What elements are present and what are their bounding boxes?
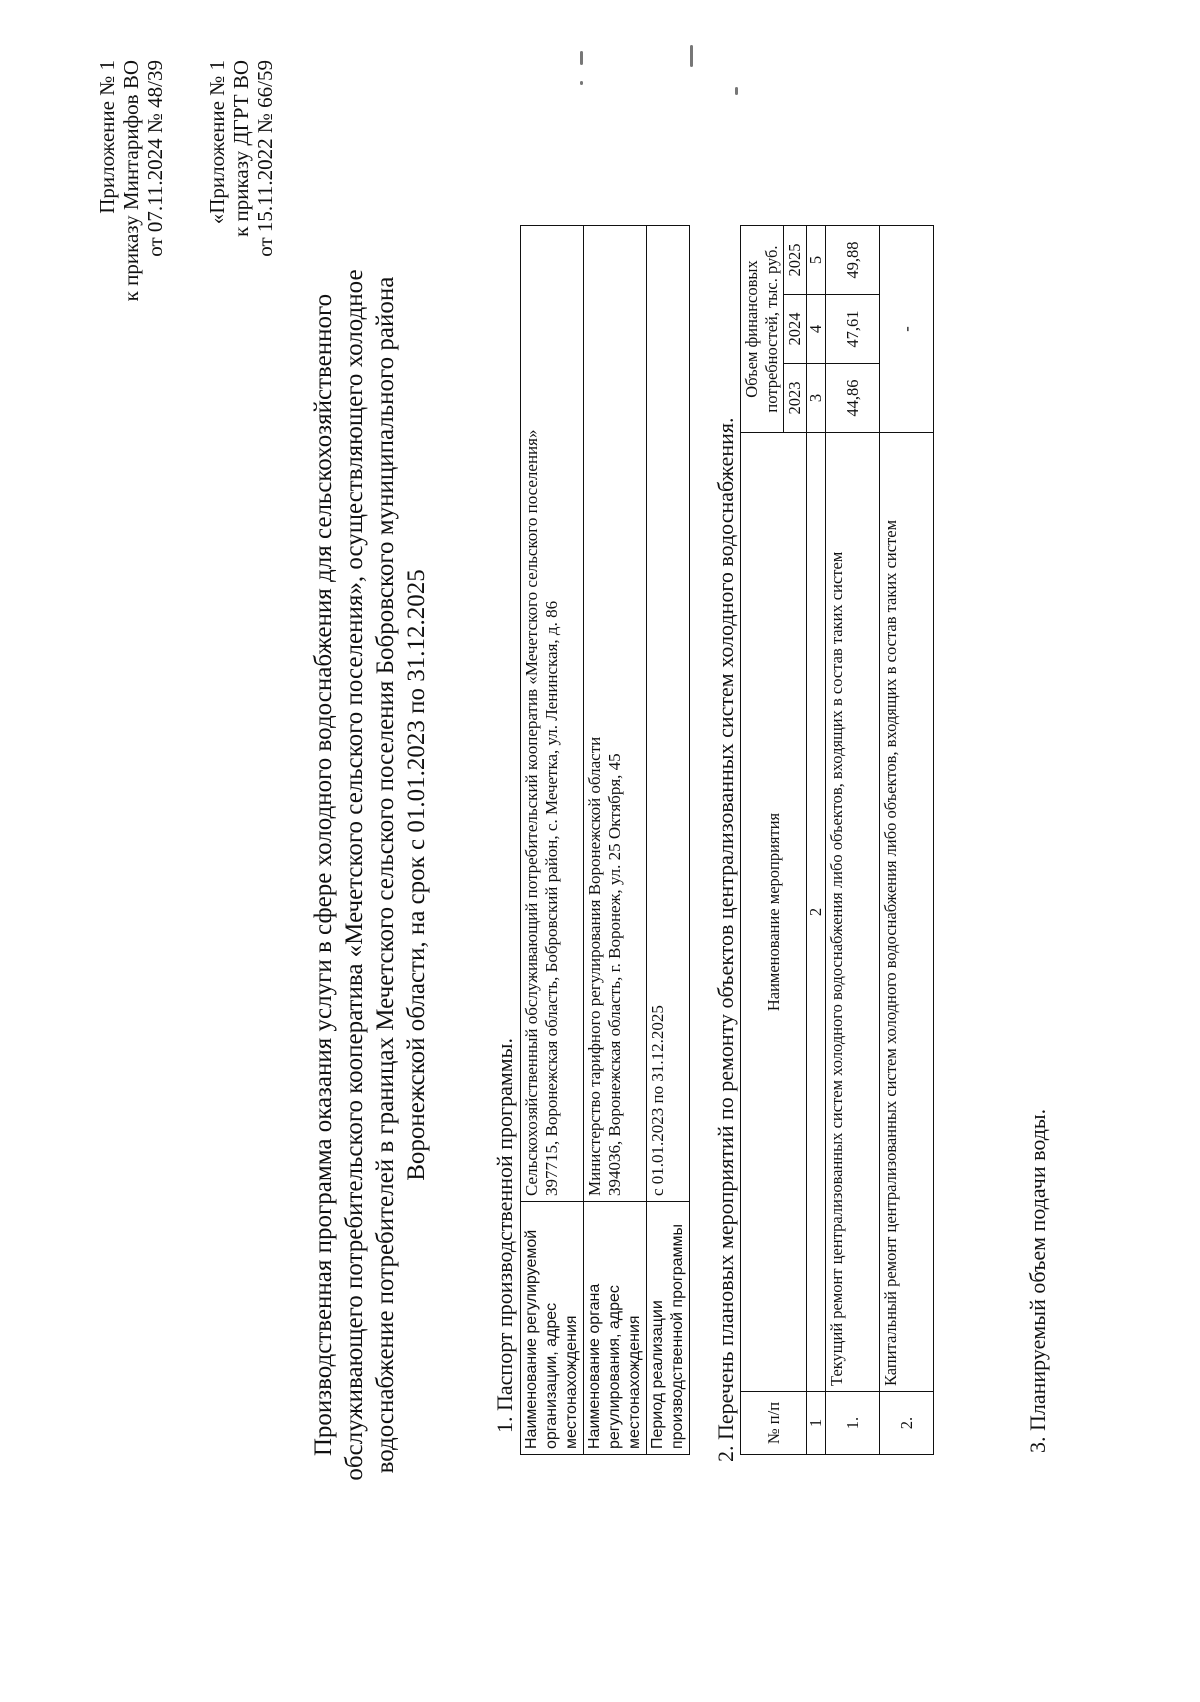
column-number: 5 [807,226,826,295]
column-number: 4 [807,295,826,364]
header-cell-number: № п/п [741,1392,807,1455]
table-cell-value [584,226,647,1202]
section-heading-water-volume: 3. Планируемый объем подачи воды. [1025,1108,1050,1453]
section-heading-passport: 1. Паспорт производственной программы. [492,1038,517,1433]
header-cell-year: 2023 [784,364,807,433]
row-number: 1. [826,1392,880,1455]
header-cell-year: 2024 [784,295,807,364]
table-header-row [741,226,784,1455]
appendix-line: от 15.11.2022 № 66/59 [253,60,277,257]
table-cell-value [647,226,690,1202]
row-value: 49,88 [826,226,880,295]
table-row [521,226,584,1455]
scan-speck [580,81,583,85]
value-line: с 01.01.2023 по 31.12.2025 [648,1005,667,1196]
appendix-line: к приказу ДГРТ ВО [229,60,253,237]
value-line: Министерство тарифного регулирования Воронежской области [585,736,604,1196]
scan-speck [580,51,583,65]
passport-table [520,225,690,1455]
column-number: 1 [807,1392,826,1455]
value-line: 394036, Воронежская область, г. Воронеж, ул. 25 Октября, 45 [605,753,624,1196]
repair-plan-table [740,225,934,1455]
title-line: Производственная программа оказания услуги в сфере холодного водоснабжения для сельскохозяйственного [310,293,337,1457]
previous-appendix-reference [205,60,277,620]
scan-speck [735,87,738,95]
header-cell-year: 2025 [784,226,807,295]
table-cell-label: Наименование органа регулирования, адрес местонахождения [584,1202,647,1455]
row-name: Капитальный ремонт централизованных систем холодного водоснабжения либо объектов, входящих в состав таких систем [880,433,934,1392]
row-value: 44,86 [826,364,880,433]
header-cell-name: Наименование мероприятия [741,433,807,1392]
title-line: Воронежской области, на срок с 01.01.2023 по 31.12.2025 [403,569,430,1181]
table-cell-label: Период реализации производственной программы [647,1202,690,1455]
appendix-reference [95,60,167,620]
appendix-line: «Приложение № 1 [205,60,229,225]
title-line: водоснабжение потребителей в границах Мечетского сельского поселения Бобровского муниципального района [372,276,399,1474]
section-heading-plan: 2. Перечень плановых мероприятий по ремонту объектов централизованных систем холодного водоснабжения. [713,417,738,1462]
value-line: 397715, Воронежская область, Бобровский район, с. Мечетка, ул. Ленинская, д. 86 [542,600,561,1196]
table-row [647,226,690,1455]
appendix-line: Приложение № 1 [95,60,119,214]
header-cell-volume: Объем финансовых потребностей, тыс. руб. [741,226,784,433]
row-value: - [880,226,934,433]
scan-speck [690,45,693,67]
appendix-line: к приказу Минтарифов ВО [119,60,143,302]
table-cell-value [521,226,584,1202]
document-title [308,140,432,1610]
title-line: обслуживающего потребительского кооператива «Мечетского сельского поселения», осуществляющего холодное [341,269,368,1481]
rotated-document-page [40,30,1100,1670]
column-number-row [807,226,826,1455]
value-line: Сельскохозяйственный обслуживающий потребительский кооператив «Мечетского сельского поселения» [522,429,541,1196]
row-number: 2. [880,1392,934,1455]
column-number: 3 [807,364,826,433]
table-row [880,226,934,1455]
table-cell-label: Наименование регулируемой организации, адрес местонахождения [521,1202,584,1455]
appendix-line: от 07.11.2024 № 48/39 [143,60,167,257]
row-value: 47,61 [826,295,880,364]
table-row [826,226,880,1455]
table-row [584,226,647,1455]
row-name: Текущий ремонт централизованных систем холодного водоснабжения либо объектов, входящих в состав таких систем [826,433,880,1392]
column-number: 2 [807,433,826,1392]
